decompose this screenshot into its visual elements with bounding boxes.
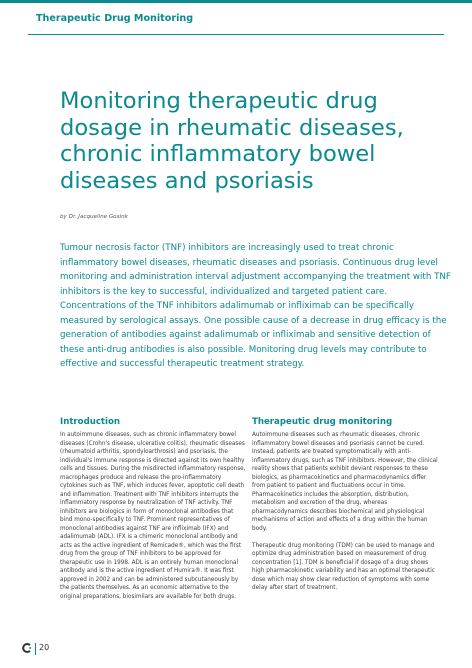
tdm-paragraph: Therapeutic drug monitoring (TDM) can be used to manage and optimize drug administration based on measurement of drug concentration [1]. TDM is beneficial if dosage of a drug shows high pharmacokinetic variability and has an optimal therapeutic dose which may show clear reduction of symptoms with some delay after start of treatment. <box>252 542 435 591</box>
header-divider <box>28 34 444 35</box>
introduction-body <box>60 431 246 601</box>
c-arc-logo-icon <box>22 643 32 653</box>
tdm-heading: Therapeutic drug monitoring <box>252 417 393 427</box>
article-lead: Tumour necrosis factor (TNF) inhibitors are increasingly used to treat chronic inflammatory bowel diseases, rheumatic diseases and psoriasis. Continuous drug level monitoring and administration interval adjustment accompanying the treatment with TNF inhibitors is the key to successful, individualized and targeted patient care. Concentrations of the TNF inhibitors adalimumab or infliximab can be specifically measured by serological assays. One possible cause of a decrease in drug efficacy is the generation of antibodies against adalimumab or infliximab and sensitive detection of these anti-drug antibodies is also possible. Monitoring drug levels may contribute to effective and successful therapeutic treatment strategy. <box>60 243 451 369</box>
section-label: Therapeutic Drug Monitoring <box>36 13 194 24</box>
article-title: Monitoring therapeutic drug dosage in rheumatic diseases, chronic inflammatory bowel diseases and psoriasis <box>60 88 404 194</box>
footer-divider <box>35 643 36 655</box>
tdm-body <box>252 431 438 593</box>
header-accent-bar <box>0 0 472 3</box>
page-number: 20 <box>39 643 50 652</box>
article-author: by Dr. Jacqueline Gosink <box>60 214 128 220</box>
introduction-heading: Introduction <box>60 417 121 427</box>
tdm-paragraph: Autoimmune diseases such as rheumatic diseases, chronic inflammatory bowel diseases and psoriasis cannot be cured. Instead, patients are treated symptomatically with anti-inflammatory drugs, such as TNF inhibitors. However, the clinical reality shows that patients exhibit deviant responses to these biologics, as pharmacokinetics and pharmacodynamics differ from patient to patient and fluctuations occur in time. Pharmacokinetics includes the absorption, distribution, metabolism and excretion of the drug, whereas pharmacodynamics describes biochemical and physiological mechanisms of action and effects of a drug within the human body. <box>252 432 438 532</box>
introduction-paragraph: In autoimmune diseases, such as chronic inflammatory bowel diseases (Crohn's disease, ulcerative colitis), rheumatic diseases (rheumatoid arthritis, spondyloarthrosis) and psoriasis, the individual's immune response is directed against its own healthy cells and tissues. During the misdirected inflammatory response, macrophages produce and release the pro-inflammatory cytokines such as TNF, which induces fever, apoptotic cell death and inflammation. Treatment with TNF inhibitors interrupts the inflammatory response by neutralization of TNF activity. TNF inhibitors are biologics in form of monoclonal antibodies that bind mono-specifically to TNF. Prominent representatives of monoclonal antibodies against TNF are infliximab (IFX) and adalimumab (ADL). IFX is a chimeric monoclonal antibody and acts as the active ingredient of Remicade®, which was the first drug from the group of TNF inhibitors to be approved for therapeutic use in 1998. ADL is an entirely human monoclonal antibody and is the active ingredient of Humira®. It was first approved in 2002 and can be administered subcutaneously by the patients themselves. As an economic alternative to the original preparations, biosimilars are available for both drugs. <box>60 432 246 600</box>
